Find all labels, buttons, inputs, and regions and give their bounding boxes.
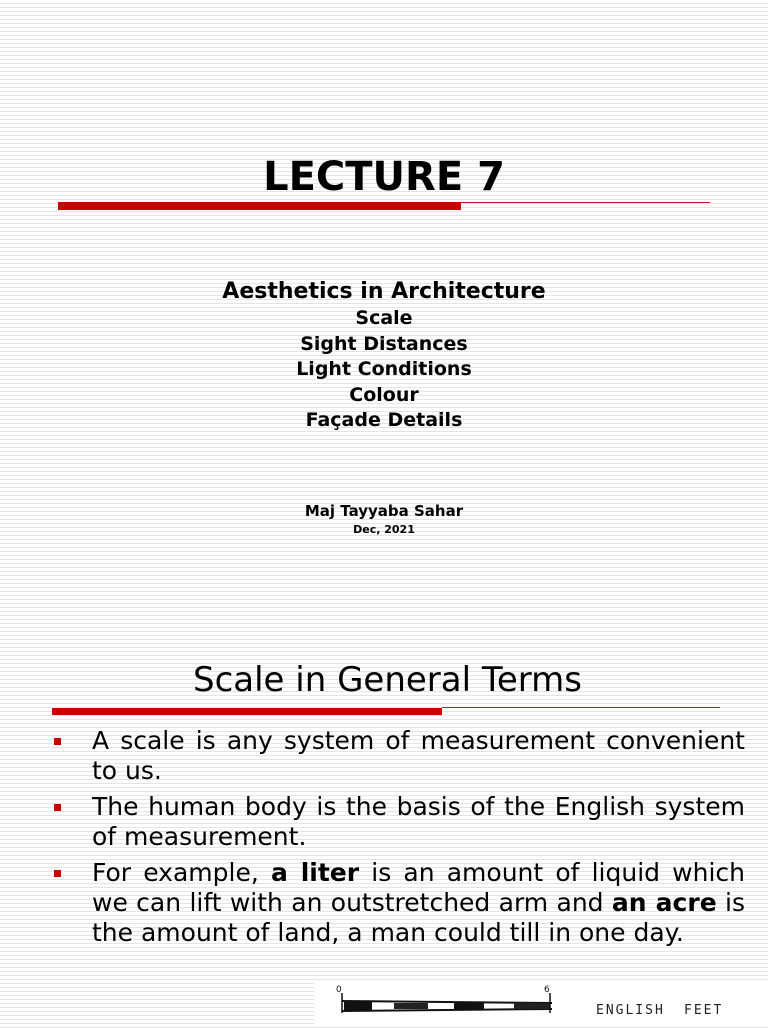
bullet-text-pre: For example, — [92, 858, 271, 887]
bold-term-liter: a liter — [270, 858, 360, 887]
bullet-text-post: is the amount of land, a man could till in one day. — [92, 888, 745, 947]
slide-title: Scale in General Terms — [192, 660, 582, 700]
topic-light-conditions: Light Conditions — [296, 358, 472, 380]
lecture-title: LECTURE 7 — [263, 154, 505, 200]
scale-bar-figure — [314, 981, 768, 1024]
subtitle: Aesthetics in Architecture — [222, 279, 546, 304]
subtitle-block — [0, 278, 768, 434]
topic-sight-distances: Sight Distances — [300, 332, 468, 355]
title-underline-thick — [58, 202, 461, 210]
title-underline-thin — [442, 707, 720, 708]
title-underline-thick — [52, 708, 442, 715]
author-name: Maj Tayyaba Sahar — [304, 502, 464, 520]
bullet-text: The human body is the basis of the English system of measurement. — [92, 792, 745, 851]
bullet-text: A scale is any system of measurement convenient to us. — [92, 726, 745, 785]
bold-term-acre: an acre — [611, 888, 717, 917]
square-bullet-icon — [54, 804, 61, 811]
list-item — [50, 726, 745, 786]
scale-label-english: ENGLISH — [596, 1003, 665, 1018]
scale-tick-right: 6 — [544, 985, 550, 995]
content-slide — [0, 640, 768, 1024]
square-bullet-icon — [54, 738, 61, 745]
list-item — [50, 858, 745, 948]
bullet-text-mid: is an amount of liquid which we can lift with an outstretched arm and — [92, 858, 746, 917]
topic-scale: Scale — [355, 307, 413, 329]
title-underline-thin — [461, 202, 710, 203]
topic-facade-details: Façade Details — [305, 409, 463, 431]
bullet-list — [50, 726, 745, 954]
scale-tick-left: 0 — [336, 985, 342, 995]
scale-label-feet: FEET — [684, 1003, 724, 1018]
topic-colour: Colour — [349, 383, 419, 406]
lecture-date: Dec, 2021 — [353, 523, 415, 536]
list-item — [50, 792, 745, 852]
square-bullet-icon — [54, 870, 61, 877]
